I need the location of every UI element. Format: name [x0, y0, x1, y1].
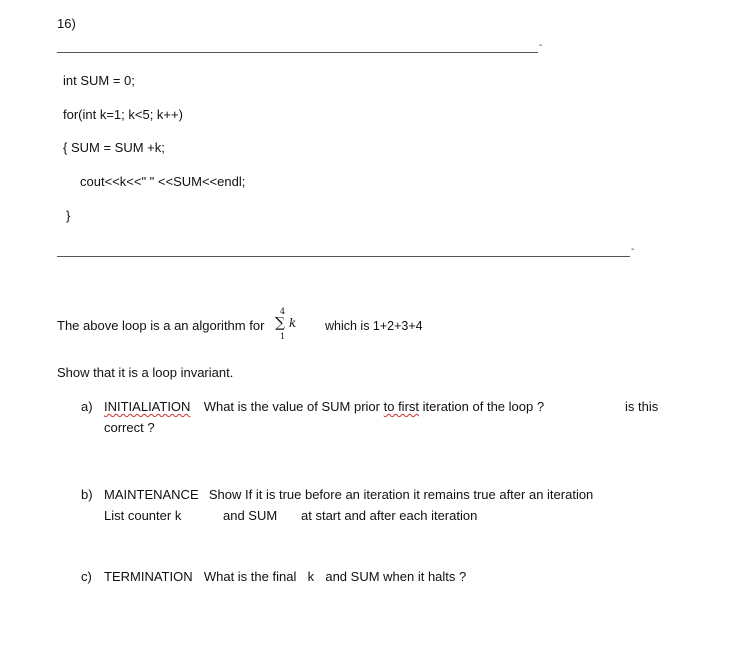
- maintenance-heading: MAINTENANCE: [104, 487, 199, 502]
- code-line-5: }: [66, 208, 71, 223]
- question-number: 16): [57, 16, 76, 31]
- part-a-label: a): [81, 399, 93, 414]
- top-rule: [57, 52, 538, 53]
- summation-expression: [275, 307, 305, 343]
- part-b-line-2-a: List counter k: [104, 508, 182, 523]
- part-c-text-a: What is the final: [203, 569, 297, 584]
- part-c-line: [104, 569, 466, 584]
- part-b-line-2-b: and SUM: [223, 508, 278, 523]
- part-b-line-2-c: at start and after each iteration: [301, 508, 478, 523]
- part-b-text: Show If it is true before an iteration it remains true after an iteration: [208, 487, 594, 502]
- part-c-text-c: and SUM when it halts ?: [325, 569, 467, 584]
- part-b-label: b): [81, 487, 93, 502]
- summation-suffix: which is 1+2+3+4: [325, 319, 423, 333]
- part-a-line: [104, 399, 544, 414]
- summation-upper-limit: 4: [280, 307, 286, 316]
- summation-lower-limit: 1: [280, 332, 286, 341]
- code-line-2: for(int k=1; k<5; k++): [63, 107, 183, 122]
- invariant-prompt: Show that it is a loop invariant.: [57, 365, 234, 380]
- termination-heading: TERMINATION: [104, 569, 193, 584]
- part-c-text-b: k: [307, 569, 315, 584]
- part-a-text-wavy: to first: [383, 399, 420, 414]
- summation-variable: k: [289, 316, 297, 330]
- part-a-text-before: What is the value of SUM prior: [203, 399, 380, 414]
- bottom-rule: [57, 256, 630, 257]
- code-line-3: { SUM = SUM +k;: [63, 140, 165, 155]
- part-c-label: c): [81, 569, 92, 584]
- part-a-side-note: is this: [625, 399, 659, 414]
- sigma-symbol: ∑: [275, 315, 285, 331]
- initialization-heading: INITIALIATION: [104, 399, 191, 414]
- bottom-rule-mark: -: [631, 244, 635, 255]
- part-a-continuation: correct ?: [104, 420, 155, 435]
- summation-prefix: The above loop is a an algorithm for: [57, 318, 265, 333]
- code-line-1: int SUM = 0;: [63, 73, 135, 88]
- code-line-4: cout<<k<<" " <<SUM<<endl;: [80, 174, 246, 189]
- part-a-text-after: iteration of the loop ?: [422, 399, 545, 414]
- part-b-line: [104, 487, 593, 502]
- top-rule-mark: -: [539, 40, 543, 51]
